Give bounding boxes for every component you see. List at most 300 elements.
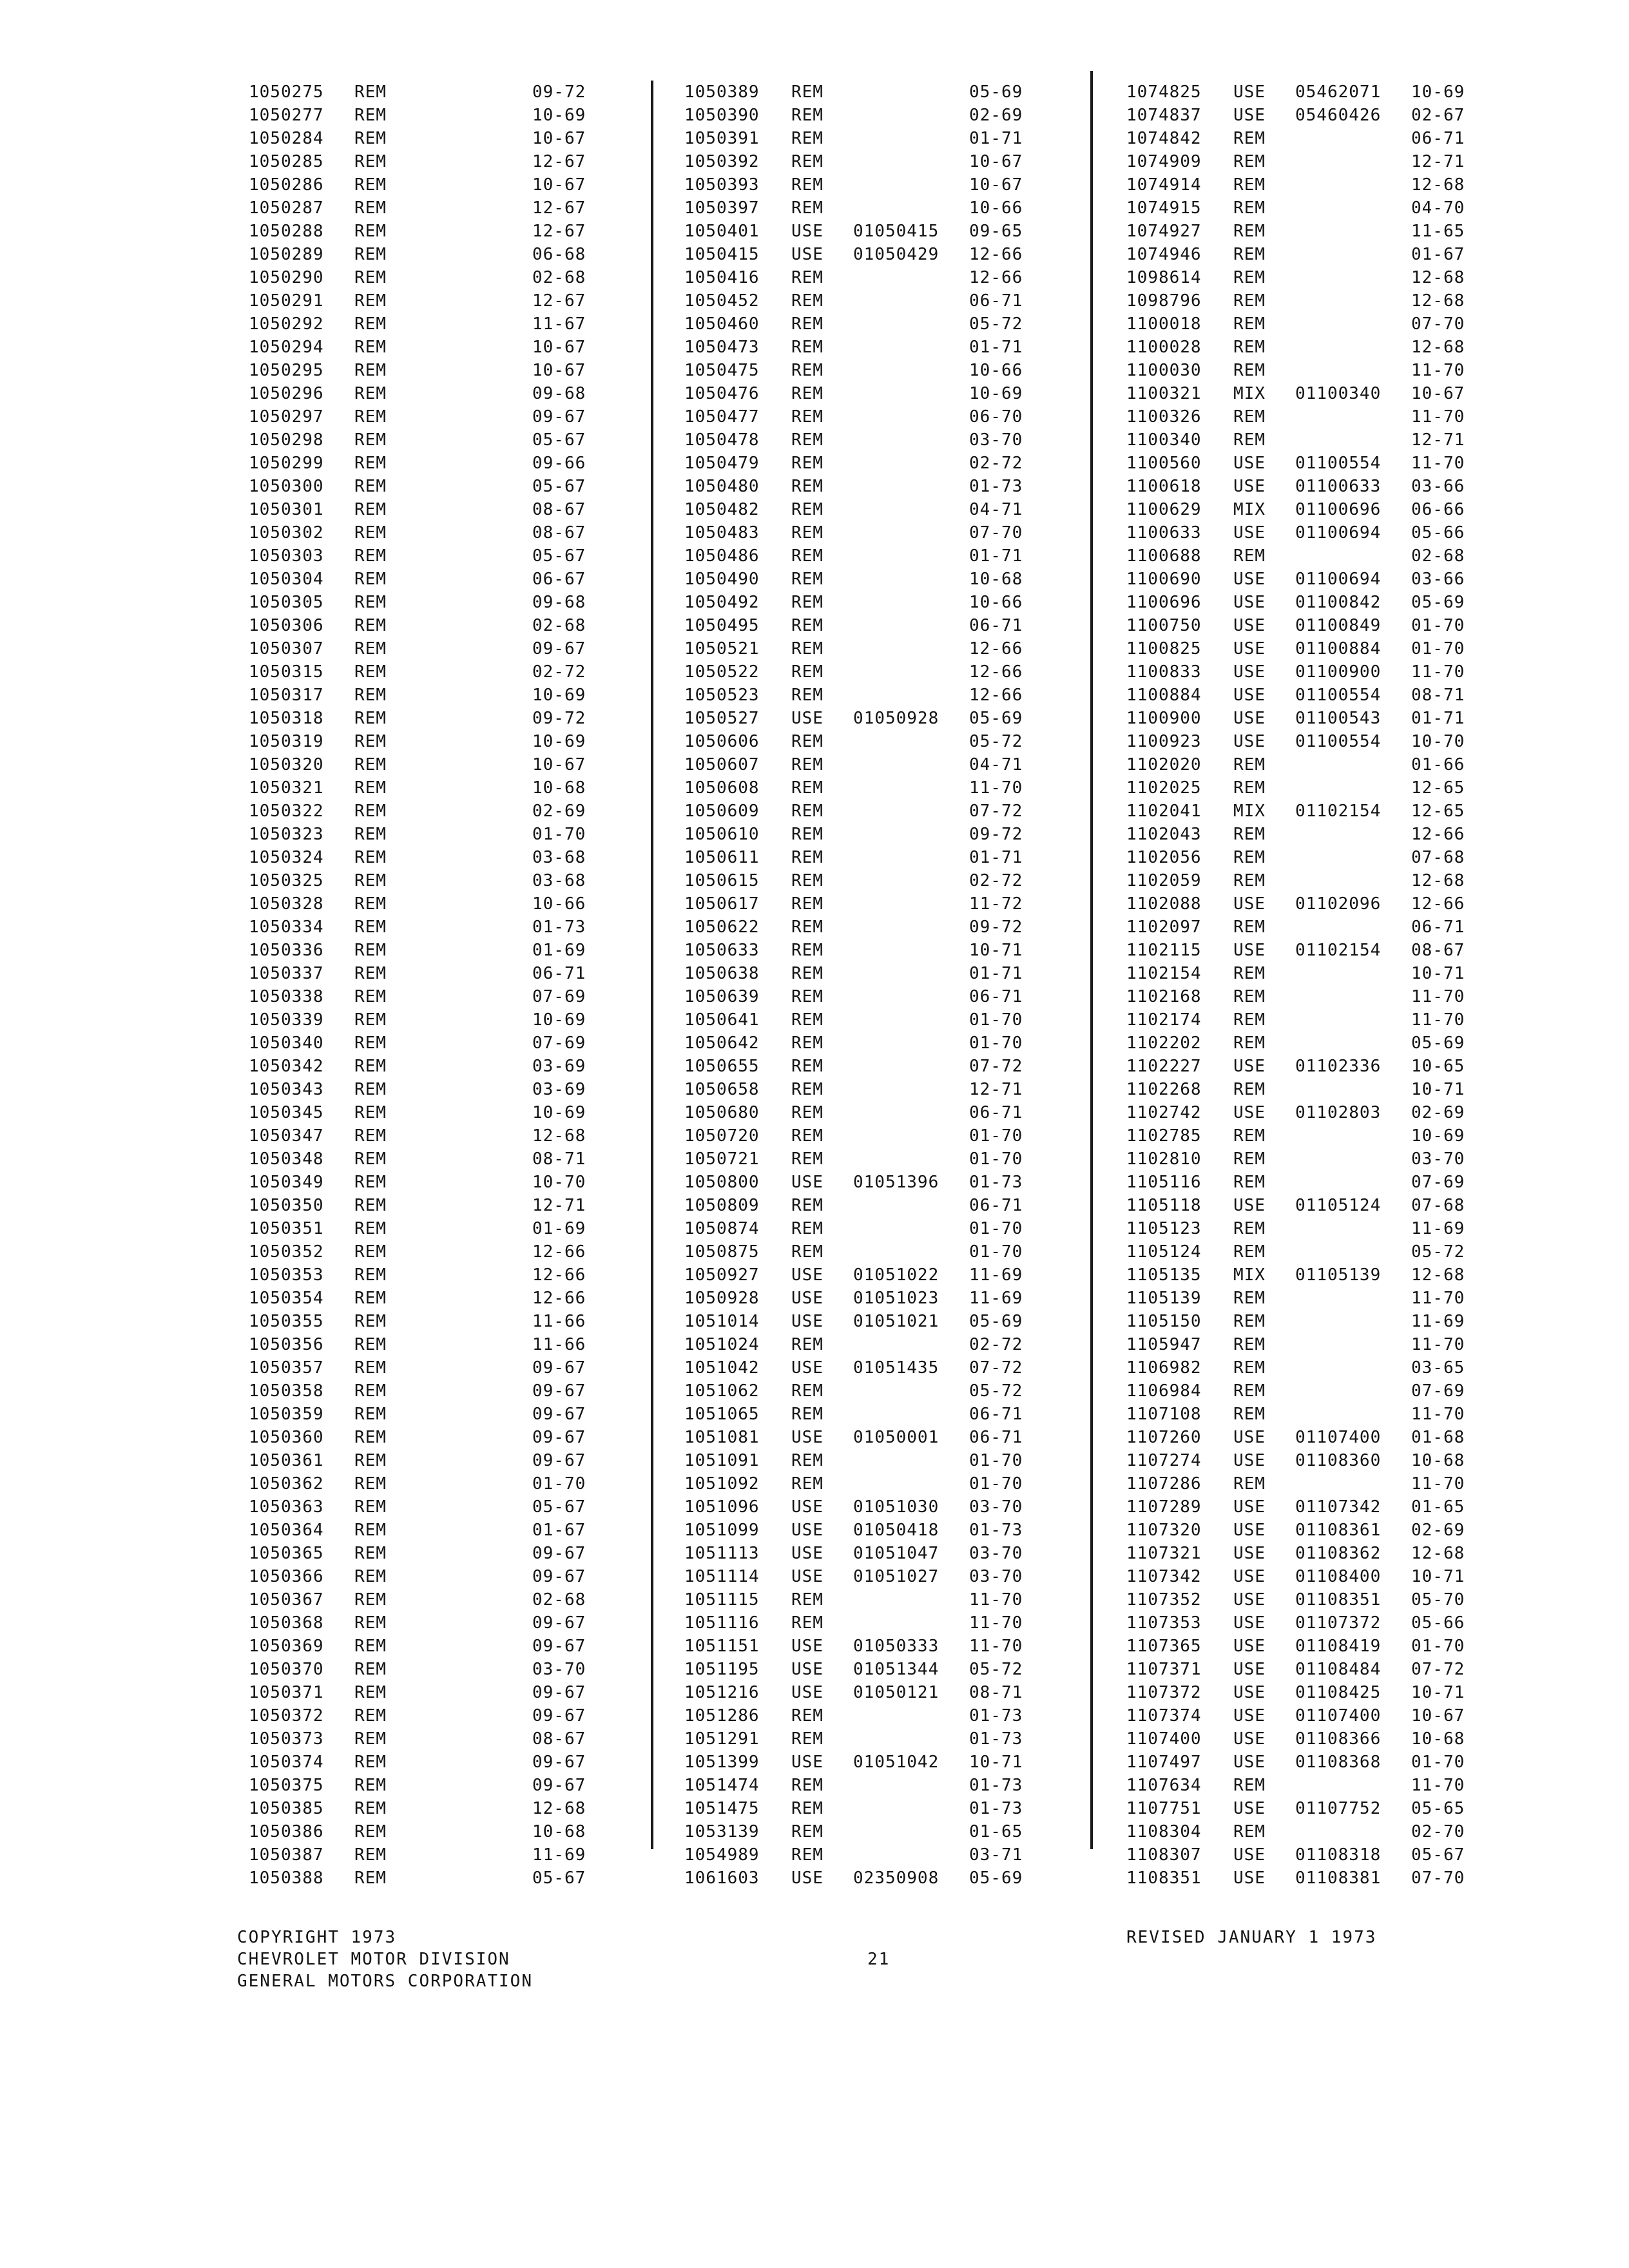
table-row [1126, 823, 1526, 846]
status-code: REM [354, 198, 387, 218]
replacement-part-number: 01051023 [853, 1289, 940, 1308]
part-number: 1098796 [1126, 291, 1202, 311]
status-code: REM [354, 407, 387, 427]
part-number: 1051116 [684, 1613, 760, 1633]
part-number: 1105150 [1126, 1312, 1202, 1331]
status-code: USE [1233, 1729, 1266, 1749]
table-row [249, 1078, 635, 1101]
part-number: 1050288 [249, 222, 324, 241]
part-number: 1107353 [1126, 1613, 1202, 1633]
table-row [1126, 104, 1526, 127]
table-row [249, 382, 635, 405]
status-code: REM [791, 802, 824, 821]
status-code: REM [354, 1845, 387, 1865]
table-row [249, 1588, 635, 1611]
part-number: 1050275 [249, 82, 324, 102]
table-row [1126, 127, 1526, 150]
effective-date: 01-69 [532, 1219, 586, 1238]
part-number: 1050369 [249, 1637, 324, 1656]
table-row [1126, 1519, 1526, 1542]
part-number: 1050348 [249, 1149, 324, 1169]
table-row [1126, 1797, 1526, 1820]
status-code: REM [791, 129, 824, 148]
part-number: 1050521 [684, 639, 760, 658]
effective-date: 10-68 [532, 778, 586, 798]
effective-date: 04-71 [969, 500, 1023, 519]
status-code: REM [1233, 1381, 1266, 1401]
part-number: 1050486 [684, 546, 760, 566]
table-row [249, 1008, 635, 1032]
status-code: REM [354, 82, 387, 102]
effective-date: 11-66 [532, 1312, 586, 1331]
replacement-part-number: 01108368 [1295, 1753, 1382, 1772]
effective-date: 02-72 [969, 454, 1023, 473]
status-code: REM [354, 1335, 387, 1354]
effective-date: 10-68 [969, 570, 1023, 589]
status-code: REM [791, 1219, 824, 1238]
part-number: 1051475 [684, 1799, 760, 1818]
effective-date: 02-72 [532, 662, 586, 682]
effective-date: 12-71 [969, 1080, 1023, 1099]
effective-date: 07-70 [1411, 1869, 1465, 1888]
table-row [684, 1774, 1071, 1797]
table-row [1126, 1101, 1526, 1124]
table-row [249, 1333, 635, 1356]
table-row [249, 1148, 635, 1171]
status-code: USE [1233, 1683, 1266, 1702]
effective-date: 07-72 [969, 802, 1023, 821]
part-number: 1050527 [684, 709, 760, 728]
parts-column-3 [1126, 81, 1526, 1890]
effective-date: 04-71 [969, 755, 1023, 774]
status-code: REM [1233, 175, 1266, 195]
part-number: 1050338 [249, 987, 324, 1006]
effective-date: 06-71 [969, 291, 1023, 311]
table-row [249, 614, 635, 637]
effective-date: 10-66 [532, 894, 586, 914]
table-row [684, 823, 1071, 846]
status-code: REM [1233, 546, 1266, 566]
effective-date: 09-67 [532, 1544, 586, 1563]
effective-date: 10-69 [532, 1103, 586, 1122]
part-number: 1100825 [1126, 639, 1202, 658]
part-number: 1050298 [249, 430, 324, 450]
effective-date: 11-70 [969, 778, 1023, 798]
status-code: USE [791, 245, 824, 264]
table-row [249, 544, 635, 568]
table-row [249, 1495, 635, 1519]
part-number: 1102041 [1126, 802, 1202, 821]
part-number: 1102025 [1126, 778, 1202, 798]
table-row [684, 962, 1071, 985]
table-row [684, 1078, 1071, 1101]
status-code: REM [791, 500, 824, 519]
effective-date: 10-71 [969, 941, 1023, 960]
effective-date: 11-70 [969, 1637, 1023, 1656]
table-row [1126, 1426, 1526, 1449]
status-code: REM [1233, 1173, 1266, 1192]
effective-date: 01-70 [1411, 1637, 1465, 1656]
part-number: 1050320 [249, 755, 324, 774]
status-code: USE [791, 1521, 824, 1540]
status-code: REM [791, 662, 824, 682]
replacement-part-number: 01051027 [853, 1567, 940, 1586]
table-row [684, 428, 1071, 452]
table-row [1126, 939, 1526, 962]
table-row [1126, 1565, 1526, 1588]
status-code: USE [1233, 1845, 1266, 1865]
part-number: 1100030 [1126, 361, 1202, 380]
table-row [249, 1797, 635, 1820]
effective-date: 05-69 [1411, 593, 1465, 612]
effective-date: 01-70 [969, 1010, 1023, 1030]
status-code: REM [354, 1358, 387, 1378]
effective-date: 08-71 [969, 1683, 1023, 1702]
status-code: REM [791, 941, 824, 960]
status-code: USE [1233, 1706, 1266, 1725]
table-row [684, 1101, 1071, 1124]
table-row [249, 127, 635, 150]
part-number: 1100884 [1126, 686, 1202, 705]
status-code: REM [1233, 987, 1266, 1006]
effective-date: 03-70 [969, 1567, 1023, 1586]
status-code: REM [354, 222, 387, 241]
status-code: USE [1233, 1799, 1266, 1818]
part-number: 1050318 [249, 709, 324, 728]
table-row [249, 869, 635, 892]
part-number: 1050367 [249, 1590, 324, 1610]
table-row [249, 1240, 635, 1264]
table-row [684, 591, 1071, 614]
status-code: REM [354, 802, 387, 821]
table-row [684, 521, 1071, 544]
effective-date: 11-69 [969, 1289, 1023, 1308]
status-code: USE [1233, 106, 1266, 125]
effective-date: 11-72 [969, 894, 1023, 914]
effective-date: 09-67 [532, 1637, 586, 1656]
part-number: 1050372 [249, 1706, 324, 1725]
table-row [684, 1194, 1071, 1217]
status-code: REM [791, 1057, 824, 1076]
effective-date: 10-67 [969, 152, 1023, 171]
replacement-part-number: 01100694 [1295, 570, 1382, 589]
part-number: 1100618 [1126, 477, 1202, 496]
status-code: REM [1233, 291, 1266, 311]
status-code: REM [1233, 1033, 1266, 1053]
table-row [684, 1356, 1071, 1379]
part-number: 1102088 [1126, 894, 1202, 914]
effective-date: 11-70 [1411, 987, 1465, 1006]
part-number: 1050296 [249, 384, 324, 403]
table-row [249, 104, 635, 127]
part-number: 1107400 [1126, 1729, 1202, 1749]
status-code: REM [791, 477, 824, 496]
table-row [1126, 266, 1526, 289]
table-row [249, 1055, 635, 1078]
effective-date: 12-68 [1411, 1544, 1465, 1563]
status-code: REM [354, 129, 387, 148]
effective-date: 01-67 [1411, 245, 1465, 264]
status-code: REM [1233, 1242, 1266, 1262]
effective-date: 09-68 [532, 384, 586, 403]
status-code: REM [791, 1405, 824, 1424]
status-code: REM [791, 1010, 824, 1030]
replacement-part-number: 01100694 [1295, 523, 1382, 543]
status-code: REM [354, 1289, 387, 1308]
status-code: REM [354, 1381, 387, 1401]
status-code: USE [791, 1428, 824, 1447]
status-code: USE [791, 1753, 824, 1772]
status-code: REM [791, 871, 824, 890]
table-row [1126, 1379, 1526, 1403]
table-row [1126, 1611, 1526, 1635]
effective-date: 12-67 [532, 291, 586, 311]
effective-date: 10-69 [1411, 82, 1465, 102]
replacement-part-number: 01105139 [1295, 1265, 1382, 1285]
part-number: 1050606 [684, 732, 760, 751]
part-number: 1051081 [684, 1428, 760, 1447]
effective-date: 02-68 [532, 1590, 586, 1610]
table-row [684, 1727, 1071, 1751]
revision-date: REVISED JANUARY 1 1973 [1126, 1928, 1377, 1947]
status-code: REM [354, 1521, 387, 1540]
part-number: 1050360 [249, 1428, 324, 1447]
part-number: 1050638 [684, 964, 760, 983]
status-code: USE [1233, 709, 1266, 728]
effective-date: 10-67 [532, 175, 586, 195]
part-number: 1050416 [684, 268, 760, 287]
part-number: 1051291 [684, 1729, 760, 1749]
table-row [249, 1032, 635, 1055]
table-row [684, 1055, 1071, 1078]
table-row [1126, 1727, 1526, 1751]
part-number: 1050387 [249, 1845, 324, 1865]
table-row [684, 1264, 1071, 1287]
table-row [249, 150, 635, 173]
table-row [684, 985, 1071, 1008]
effective-date: 05-69 [969, 82, 1023, 102]
part-number: 1050607 [684, 755, 760, 774]
status-code: REM [354, 1242, 387, 1262]
status-code: REM [1233, 268, 1266, 287]
table-row [1126, 1495, 1526, 1519]
status-code: USE [791, 1497, 824, 1517]
status-code: USE [1233, 1521, 1266, 1540]
table-row [249, 892, 635, 916]
table-row [1126, 1171, 1526, 1194]
table-row [1126, 197, 1526, 220]
status-code: USE [1233, 894, 1266, 914]
part-number: 1107260 [1126, 1428, 1202, 1447]
table-row [1126, 1194, 1526, 1217]
table-row [684, 614, 1071, 637]
part-number: 1100750 [1126, 616, 1202, 635]
table-row [684, 1008, 1071, 1032]
part-number: 1074842 [1126, 129, 1202, 148]
table-row [684, 1287, 1071, 1310]
table-row [249, 1356, 635, 1379]
part-number: 1050655 [684, 1057, 760, 1076]
column-divider [651, 81, 653, 1849]
effective-date: 12-66 [969, 662, 1023, 682]
part-number: 1105135 [1126, 1265, 1202, 1285]
part-number: 1050322 [249, 802, 324, 821]
table-row [684, 1704, 1071, 1727]
table-row [249, 753, 635, 776]
status-code: REM [1233, 430, 1266, 450]
table-row [249, 173, 635, 197]
status-code: REM [354, 1173, 387, 1192]
table-row [1126, 568, 1526, 591]
table-row [1126, 1449, 1526, 1472]
effective-date: 08-71 [532, 1149, 586, 1169]
effective-date: 05-72 [969, 1381, 1023, 1401]
table-row [1126, 730, 1526, 753]
effective-date: 05-67 [532, 477, 586, 496]
part-number: 1050522 [684, 662, 760, 682]
table-row [249, 1403, 635, 1426]
effective-date: 12-68 [1411, 871, 1465, 890]
effective-date: 05-66 [1411, 1613, 1465, 1633]
table-row [249, 312, 635, 336]
status-code: REM [354, 1799, 387, 1818]
table-row [1126, 1008, 1526, 1032]
table-row [684, 707, 1071, 730]
status-code: REM [791, 987, 824, 1006]
part-number: 1105123 [1126, 1219, 1202, 1238]
part-number: 1098614 [1126, 268, 1202, 287]
replacement-part-number: 01050415 [853, 222, 940, 241]
table-row [1126, 1356, 1526, 1379]
effective-date: 01-65 [1411, 1497, 1465, 1517]
table-row [249, 1704, 635, 1727]
effective-date: 10-67 [969, 175, 1023, 195]
table-row [1126, 776, 1526, 800]
effective-date: 01-66 [1411, 755, 1465, 774]
status-code: REM [354, 1729, 387, 1749]
part-number: 1050323 [249, 825, 324, 844]
status-code: REM [791, 894, 824, 914]
part-number: 1051092 [684, 1474, 760, 1494]
replacement-part-number: 01102336 [1295, 1057, 1382, 1076]
part-number: 1050315 [249, 662, 324, 682]
status-code: REM [791, 1080, 824, 1099]
status-code: MIX [1233, 500, 1266, 519]
part-number: 1050389 [684, 82, 760, 102]
table-row [1126, 382, 1526, 405]
effective-date: 03-70 [969, 1497, 1023, 1517]
part-number: 1050285 [249, 152, 324, 171]
status-code: REM [354, 1567, 387, 1586]
effective-date: 10-69 [532, 686, 586, 705]
part-number: 1050304 [249, 570, 324, 589]
part-number: 1050680 [684, 1103, 760, 1122]
table-row [684, 1333, 1071, 1356]
status-code: REM [791, 1381, 824, 1401]
effective-date: 06-71 [969, 1428, 1023, 1447]
effective-date: 10-68 [1411, 1451, 1465, 1470]
table-row [1126, 892, 1526, 916]
table-row [249, 1194, 635, 1217]
part-number: 1050495 [684, 616, 760, 635]
table-row [1126, 1264, 1526, 1287]
part-number: 1051195 [684, 1660, 760, 1679]
status-code: USE [1233, 1660, 1266, 1679]
replacement-part-number: 01100633 [1295, 477, 1382, 496]
part-number: 1050334 [249, 918, 324, 937]
table-row [249, 660, 635, 684]
effective-date: 10-67 [532, 129, 586, 148]
part-number: 1050321 [249, 778, 324, 798]
status-code: REM [1233, 1405, 1266, 1424]
replacement-part-number: 01100900 [1295, 662, 1382, 682]
part-number: 1108304 [1126, 1822, 1202, 1841]
part-number: 1050611 [684, 848, 760, 867]
part-number: 1074837 [1126, 106, 1202, 125]
table-row [249, 1171, 635, 1194]
part-number: 1050609 [684, 802, 760, 821]
table-row [1126, 289, 1526, 312]
table-row [249, 800, 635, 823]
replacement-part-number: 01100554 [1295, 454, 1382, 473]
status-code: REM [791, 291, 824, 311]
status-code: REM [354, 593, 387, 612]
table-row [1126, 1287, 1526, 1310]
part-number: 1107352 [1126, 1590, 1202, 1610]
replacement-part-number: 01102154 [1295, 802, 1382, 821]
status-code: REM [791, 175, 824, 195]
part-number: 1050393 [684, 175, 760, 195]
status-code: REM [354, 1149, 387, 1169]
effective-date: 05-65 [1411, 1799, 1465, 1818]
status-code: REM [791, 1149, 824, 1169]
status-code: REM [354, 1103, 387, 1122]
table-row [249, 266, 635, 289]
status-code: USE [1233, 477, 1266, 496]
status-code: USE [791, 1567, 824, 1586]
part-number: 1102097 [1126, 918, 1202, 937]
table-row [249, 289, 635, 312]
effective-date: 06-68 [532, 245, 586, 264]
part-number: 1050295 [249, 361, 324, 380]
status-code: USE [1233, 570, 1266, 589]
status-code: REM [791, 755, 824, 774]
part-number: 1051474 [684, 1776, 760, 1795]
effective-date: 10-71 [1411, 964, 1465, 983]
part-number: 1102043 [1126, 825, 1202, 844]
status-code: REM [354, 1590, 387, 1610]
status-code: USE [1233, 1613, 1266, 1633]
status-code: REM [354, 894, 387, 914]
status-code: REM [791, 1799, 824, 1818]
status-code: REM [791, 593, 824, 612]
effective-date: 01-70 [969, 1474, 1023, 1494]
part-number: 1050302 [249, 523, 324, 543]
part-number: 1050523 [684, 686, 760, 705]
part-number: 1051024 [684, 1335, 760, 1354]
table-row [249, 1310, 635, 1333]
part-number: 1050373 [249, 1729, 324, 1749]
status-code: REM [1233, 338, 1266, 357]
table-row [684, 197, 1071, 220]
status-code: USE [1233, 1544, 1266, 1563]
effective-date: 09-67 [532, 407, 586, 427]
replacement-part-number: 01100554 [1295, 686, 1382, 705]
status-code: MIX [1233, 1265, 1266, 1285]
replacement-part-number: 01051396 [853, 1173, 940, 1192]
part-number: 1050354 [249, 1289, 324, 1308]
effective-date: 12-67 [532, 222, 586, 241]
